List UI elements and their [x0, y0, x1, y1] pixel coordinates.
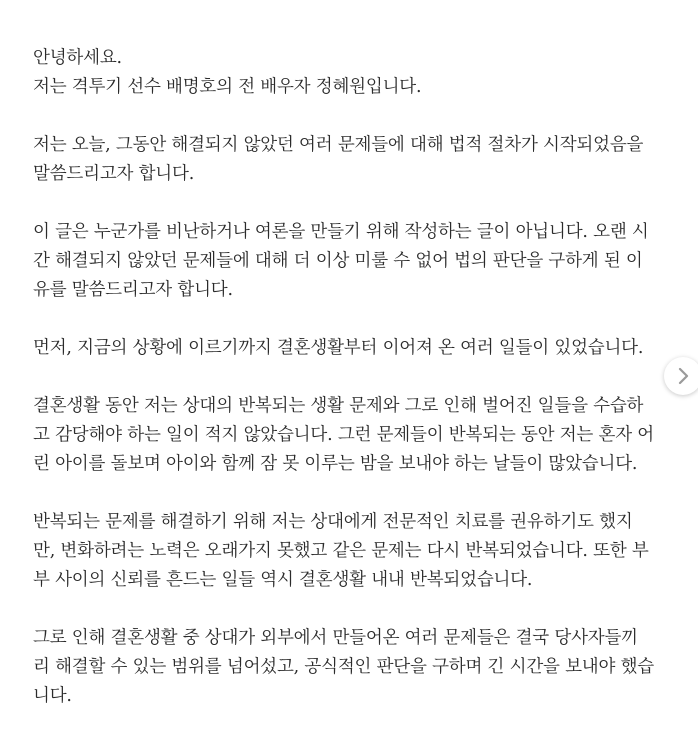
paragraph-background: 먼저, 지금의 상황에 이르기까지 결혼생활부터 이어져 온 여러 일들이 있었습니다. — [33, 338, 644, 358]
next-page-button[interactable] — [664, 357, 698, 395]
paragraph-purpose: 이 글은 누군가를 비난하거나 여론을 만들기 위해 작성하는 글이 아닙니다. 오랜 시 간 해결되지 않았던 문제들에 대해 더 이상 미룰 수 없어 법의 판단을 구하게 된 이 유를 말씀드리고자 합니다. — [33, 222, 649, 300]
paragraph-legal: 그로 인해 결혼생활 중 상대가 외부에서 만들어온 여러 문제들은 결국 당사자들끼 리 해결할 수 있는 범위를 넘어섰고, 공식적인 판단을 구하며 긴 시간을 보내야 했습 니다. — [33, 628, 654, 706]
paragraph-intro: 저는 오늘, 그동안 해결되지 않았던 여러 문제들에 대해 법적 절차가 시작되었음을 말씀드리고자 합니다. — [33, 135, 644, 184]
chevron-right-icon — [676, 367, 690, 385]
article-body — [33, 44, 663, 711]
paragraph-greeting: 안녕하세요. 저는 격투기 선수 배명호의 전 배우자 정혜원입니다. — [33, 48, 422, 97]
paragraph-treatment: 반복되는 문제를 해결하기 위해 저는 상대에게 전문적인 치료를 권유하기도 했지 만, 변화하려는 노력은 오래가지 못했고 같은 문제는 다시 반복되었습니다. 또한 부 부 사이의 신뢰를 흔드는 일들 역시 결혼생활 내내 반복되었습니다. — [33, 512, 649, 590]
paragraph-marriage: 결혼생활 동안 저는 상대의 반복되는 생활 문제와 그로 인해 벌어진 일들을 수습하 고 감당해야 하는 일이 적지 않았습니다. 그런 문제들이 반복되는 동안 저는 혼자 어 린 아이를 돌보며 아이와 함께 잠 못 이루는 밤을 보내야 하는 날들이 많았습니다. — [33, 396, 654, 474]
